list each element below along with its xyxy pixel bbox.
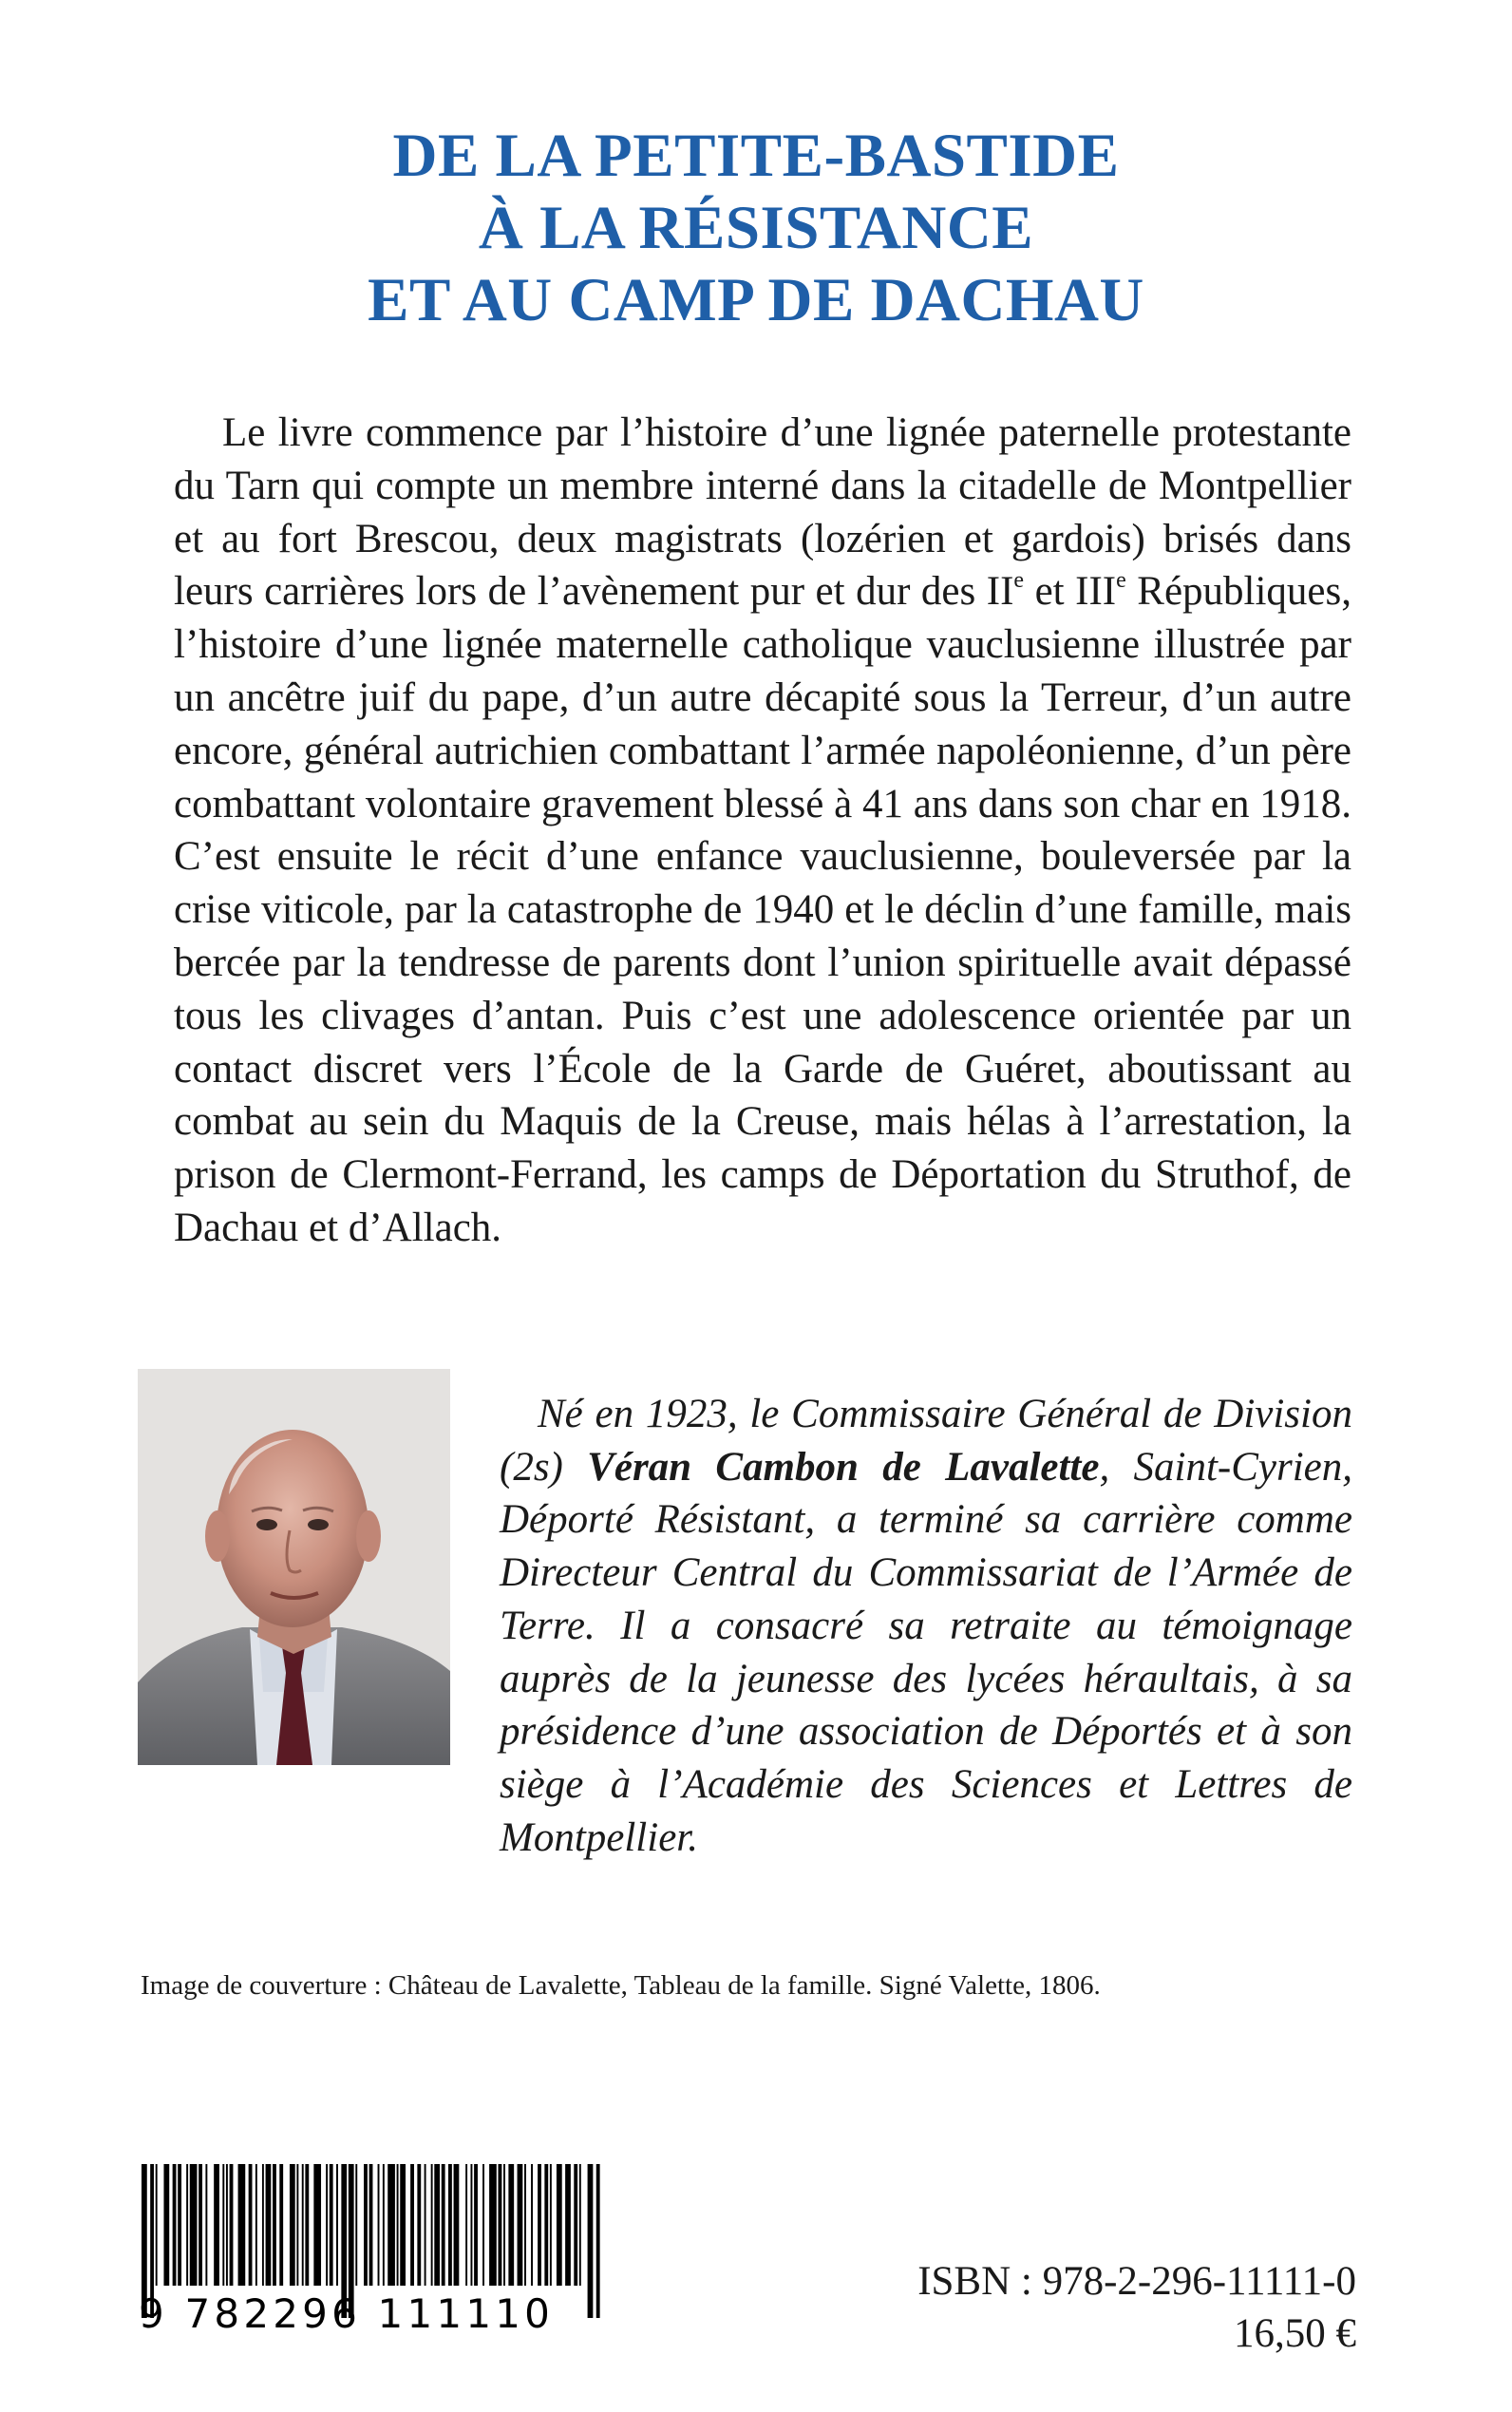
book-title <box>0 120 1512 336</box>
barcode-bar <box>313 2164 321 2286</box>
barcode-bar <box>442 2164 445 2286</box>
price: 16,50 € <box>1234 2311 1356 2356</box>
barcode-bar <box>434 2164 440 2286</box>
barcode-bar <box>448 2164 452 2286</box>
barcode-bar <box>173 2164 177 2286</box>
barcode-bar <box>557 2164 562 2286</box>
bio-rest: , Saint-Cyrien, Déporté Résistant, a terminé sa carrière comme Directeur Central du Commissariat de l’Armée de Terre. Il a consacré sa retraite au témoignage auprès de la jeunesse des lycées héraultais, à sa présidence d’une association de Déportés et à son siège à l’Académie des Sciences et Lettres de Montpellier. <box>500 1444 1353 1860</box>
barcode-bar <box>290 2164 295 2286</box>
barcode-digits: 9 782296 111110 <box>139 2290 555 2337</box>
barcode-bar <box>524 2164 526 2286</box>
barcode-bar <box>296 2164 298 2286</box>
title-line-1: DE LA PETITE-BASTIDE <box>392 122 1120 190</box>
barcode-bar <box>163 2164 169 2286</box>
title-line-2: À LA RÉSISTANCE <box>478 194 1034 262</box>
barcode-bar <box>470 2164 472 2286</box>
barcode-bar <box>574 2164 577 2286</box>
barcode-bar <box>474 2164 478 2286</box>
barcode-bar <box>205 2164 207 2286</box>
barcode-bar <box>400 2164 406 2286</box>
barcode-bar <box>226 2164 228 2286</box>
barcode-bar <box>279 2164 283 2286</box>
barcode-bar <box>266 2164 272 2286</box>
author-name: Véran Cambon de Lavalette <box>587 1444 1100 1490</box>
book-summary <box>174 407 1351 1255</box>
barcode-bar <box>273 2164 276 2286</box>
superscript-e-1: e <box>1013 568 1025 594</box>
barcode-bar <box>425 2164 426 2286</box>
barcode-bar <box>238 2164 246 2286</box>
barcode-bar <box>499 2164 502 2286</box>
barcode-bar <box>186 2164 188 2286</box>
barcode-bar <box>355 2164 357 2286</box>
barcode-bar <box>330 2164 333 2286</box>
barcode-bar <box>302 2164 304 2286</box>
barcode-bar <box>397 2164 399 2286</box>
barcode-bar <box>531 2164 533 2286</box>
barcode-bar <box>190 2164 198 2286</box>
barcode-bar <box>550 2164 552 2286</box>
barcode-bar <box>503 2164 505 2286</box>
barcode-bar <box>255 2164 257 2286</box>
barcode-bar <box>262 2164 264 2286</box>
barcode-bar <box>538 2164 541 2286</box>
barcode-bar <box>178 2164 181 2286</box>
summary-paragraph <box>174 407 1351 1255</box>
barcode-bar <box>222 2164 224 2286</box>
summary-text-1: Le livre commence par l’histoire d’une lignée paternelle protestante du Tarn qui compte un membre interné dans la citadelle de Montpellier et au fort Brescou, deux magistrats (lozérien et gardois) brisés dans leurs carrières lors de l’avènement pur et dur des II <box>174 410 1351 615</box>
barcode-bar <box>565 2164 571 2286</box>
barcode-bar <box>518 2164 523 2286</box>
barcode-bar <box>336 2164 338 2286</box>
barcode-bar <box>364 2164 368 2286</box>
barcode-bar <box>508 2164 514 2286</box>
bio-intro: Né en 1923, le Commissaire Général de Division (2s) <box>500 1392 1352 1490</box>
barcode-bar <box>249 2164 253 2286</box>
barcode-bar <box>156 2164 158 2286</box>
barcode-bar <box>305 2164 309 2286</box>
barcode-bar <box>383 2164 385 2286</box>
summary-text-2: et III <box>1024 569 1117 615</box>
author-bio <box>500 1388 1352 1864</box>
isbn: ISBN : 978-2-296-11111-0 <box>917 2259 1356 2304</box>
barcode-bar <box>579 2164 581 2286</box>
barcode-bar <box>198 2164 202 2286</box>
barcode-bar <box>326 2164 328 2286</box>
barcode-bar <box>431 2164 433 2286</box>
barcode-bar <box>369 2164 373 2286</box>
barcode-bar <box>482 2164 484 2286</box>
barcode-bar <box>387 2164 395 2286</box>
barcode-bar <box>230 2164 234 2286</box>
barcode-bar <box>465 2164 467 2286</box>
barcode-bar <box>454 2164 460 2286</box>
barcode-bar <box>544 2164 548 2286</box>
title-line-3: ET AU CAMP DE DACHAU <box>368 266 1144 334</box>
summary-text-3: Républiques, l’histoire d’une lignée maternelle catholique vauclusienne illustrée par un ancêtre juif du pape, d’un autre décapité sous la Terreur, d’un autre encore, général autrichien combattant l’armée napoléonienne, d’un père combattant volontaire gravement blessé à 41 ans dans son char en 1918. C’est ensuite le récit d’une enfance vauclusienne, bouleversée par la crise viticole, par la catastrophe de 1940 et le déclin d’une famille, mais bercée par la tendresse de parents dont l’union spirituelle avait dépassé tous les clivages d’antan. Puis c’est une adolescence orientée par un contact discret vers l’École de la Garde de Guéret, aboutissant au combat au sein du Maquis de la Creuse, mais hélas à l’arrestation, la prison de Clermont-Ferrand, les camps de Déportation du Struthof, de Dachau et d’Allach. <box>174 569 1351 1250</box>
barcode-bar <box>410 2164 414 2286</box>
barcode-bar <box>489 2164 497 2286</box>
superscript-e-2: e <box>1116 568 1126 594</box>
author-photo <box>138 1369 450 1765</box>
cover-image-credit: Image de couverture : Château de Lavalette, Tableau de la famille. Signé Valette, 1806. <box>141 1970 1101 2001</box>
barcode-bar <box>214 2164 219 2286</box>
barcode-bar <box>378 2164 380 2286</box>
author-bio-paragraph <box>500 1388 1352 1864</box>
barcode-bar <box>417 2164 421 2286</box>
